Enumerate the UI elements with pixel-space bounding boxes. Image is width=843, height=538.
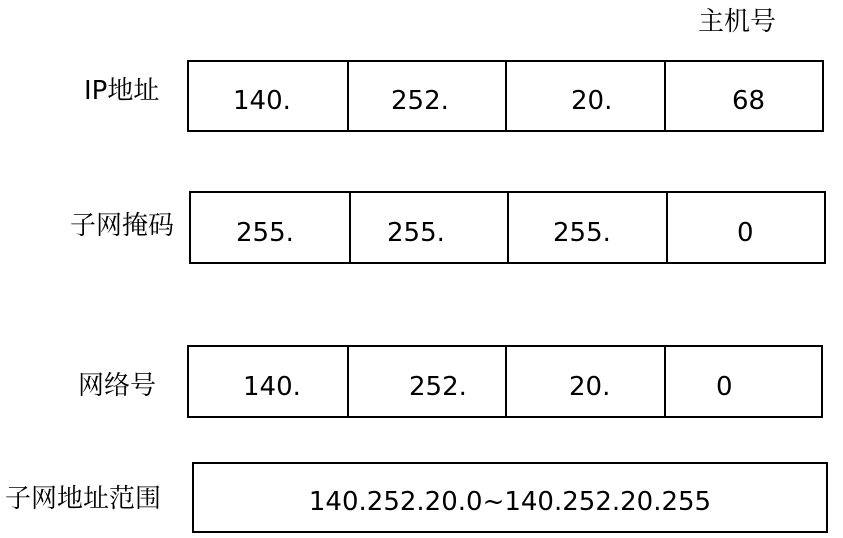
- subnet-range-box: [192, 462, 828, 533]
- subnet-mask-label: 子网掩码: [70, 211, 175, 241]
- ip-octet-2-value: 252.: [391, 86, 449, 117]
- subnet-range-label: 子网地址范围: [5, 484, 162, 514]
- network-number-label: 网络号: [78, 371, 157, 401]
- host-number-label: 主机号: [698, 7, 777, 37]
- ip-octet-1: [189, 62, 349, 130]
- network-octet-1: [189, 347, 349, 416]
- network-octet-2-value: 252.: [409, 371, 467, 402]
- network-octet-2: [349, 347, 507, 416]
- mask-octet-1: [191, 193, 351, 262]
- network-octet-3-value: 20.: [569, 371, 611, 402]
- network-octet-3: [507, 347, 666, 416]
- mask-octet-2-value: 255.: [387, 217, 445, 248]
- network-octet-1-value: 140.: [243, 371, 301, 402]
- ip-octet-3-value: 20.: [571, 86, 613, 117]
- ip-address-row: [187, 60, 824, 132]
- network-octet-4-value: 0: [716, 371, 733, 402]
- ip-address-label: IP地址: [84, 76, 160, 106]
- ip-octet-1-value: 140.: [233, 86, 291, 117]
- ip-octet-4-value: 68: [732, 86, 766, 117]
- mask-octet-3-value: 255.: [553, 217, 611, 248]
- mask-octet-3: [509, 193, 668, 262]
- mask-octet-4-value: 0: [737, 217, 754, 248]
- subnet-range-value: 140.252.20.0~140.252.20.255: [308, 486, 712, 517]
- ip-octet-3: [507, 62, 666, 130]
- network-number-row: [187, 345, 823, 418]
- network-octet-4: [666, 347, 821, 416]
- ip-octet-4: [666, 62, 822, 130]
- mask-octet-4: [668, 193, 824, 262]
- mask-octet-2: [351, 193, 509, 262]
- subnet-mask-row: [189, 191, 826, 264]
- mask-octet-1-value: 255.: [236, 217, 294, 248]
- ip-octet-2: [349, 62, 507, 130]
